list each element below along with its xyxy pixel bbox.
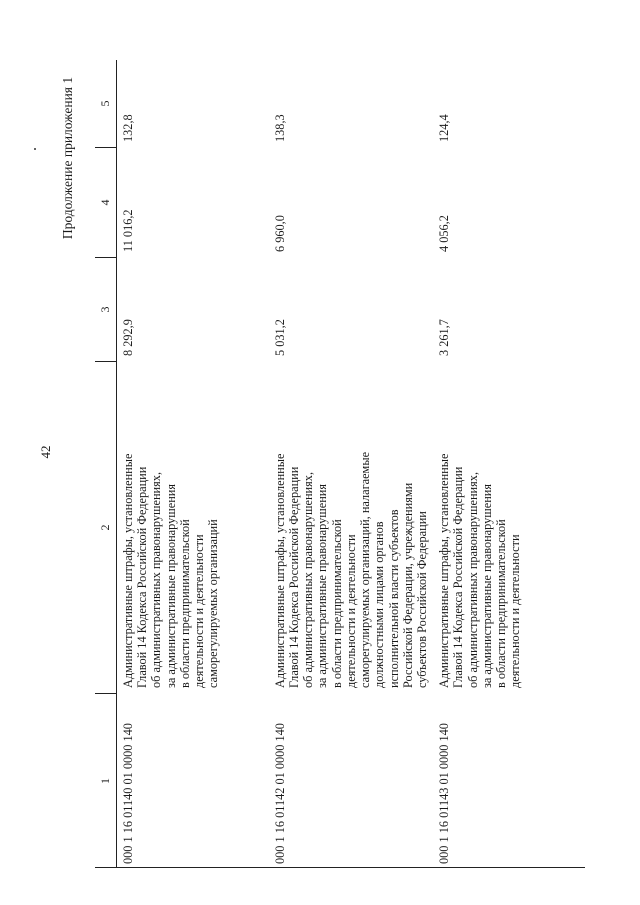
row-name-line: деятельности и деятельности: [508, 534, 523, 688]
row-value-col5: 124,4: [437, 114, 452, 142]
row-name-line: исполнительной власти субъектов: [386, 509, 401, 688]
row-name-line: Главой 14 Кодекса Российской Федерации: [451, 466, 466, 688]
row-name-line: Российской Федерации, учреждениями: [400, 482, 415, 688]
row-name-line: Главой 14 Кодекса Российской Федерации: [135, 466, 150, 688]
row-code: 000 1 16 01140 01 0000 140: [121, 723, 135, 864]
row-name-line: в области предпринимательской: [329, 519, 344, 688]
row-name-line: саморегулируемых организаций: [206, 519, 221, 688]
row-name-line: Главой 14 Кодекса Российской Федерации: [287, 466, 302, 688]
row-value-col5: 138,3: [272, 114, 287, 142]
row-name-line: об административных правонарушениях,: [301, 471, 316, 688]
scan-dot: [34, 148, 36, 150]
row-name: [269, 362, 433, 694]
row-name-line: в области предпринимательской: [493, 519, 508, 688]
row-value-col3: 5 031,2: [272, 319, 287, 356]
row-name: [117, 362, 269, 694]
row-name-line: за административные правонарушения: [479, 483, 494, 688]
row-name-line: деятельности и деятельности: [192, 534, 207, 688]
row-value-col4: 6 960,0: [272, 215, 287, 252]
column-header-5: 5: [95, 60, 117, 148]
row-name-line: Административные штрафы, установленные: [272, 453, 287, 688]
table-grid: [95, 60, 585, 868]
row-name: [433, 362, 585, 694]
row-name-line: должностными лицами органов: [372, 521, 387, 688]
page-number: 42: [38, 445, 53, 459]
row-name-line: об административных правонарушениях,: [465, 471, 480, 688]
table-left-rule: [95, 867, 585, 868]
continuation-label: Продолжение приложения 1: [60, 76, 75, 240]
row-value-col3: 3 261,7: [437, 319, 452, 356]
row-name-line: в области предпринимательской: [177, 519, 192, 688]
row-name-line: об административных правонарушениях,: [149, 471, 164, 688]
column-header-3: 3: [95, 258, 117, 362]
column-header-2: 2: [95, 362, 117, 694]
row-code: 000 1 16 01142 01 0000 140: [272, 723, 287, 864]
column-header-1: 1: [95, 694, 117, 868]
row-name-line: Административные штрафы, установленные: [121, 453, 135, 688]
budget-table: [95, 60, 585, 868]
row-name-line: субъектов Российской Федерации: [414, 511, 429, 688]
column-header-4: 4: [95, 148, 117, 258]
budget-table-rotated: [95, 60, 585, 868]
row-name-line: деятельности и деятельности: [343, 534, 358, 688]
row-value-col4: 11 016,2: [121, 209, 135, 252]
row-name-line: Административные штрафы, установленные: [437, 453, 452, 688]
row-value-col3: 8 292,9: [121, 319, 135, 356]
row-value-col5: 132,8: [121, 114, 135, 142]
row-value-col4: 4 056,2: [437, 215, 452, 252]
row-name-line: за административные правонарушения: [163, 483, 178, 688]
row-code: 000 1 16 01143 01 0000 140: [437, 723, 452, 864]
row-name-line: саморегулируемых организаций, налагаемые: [358, 451, 373, 688]
row-name-line: за административные правонарушения: [315, 483, 330, 688]
